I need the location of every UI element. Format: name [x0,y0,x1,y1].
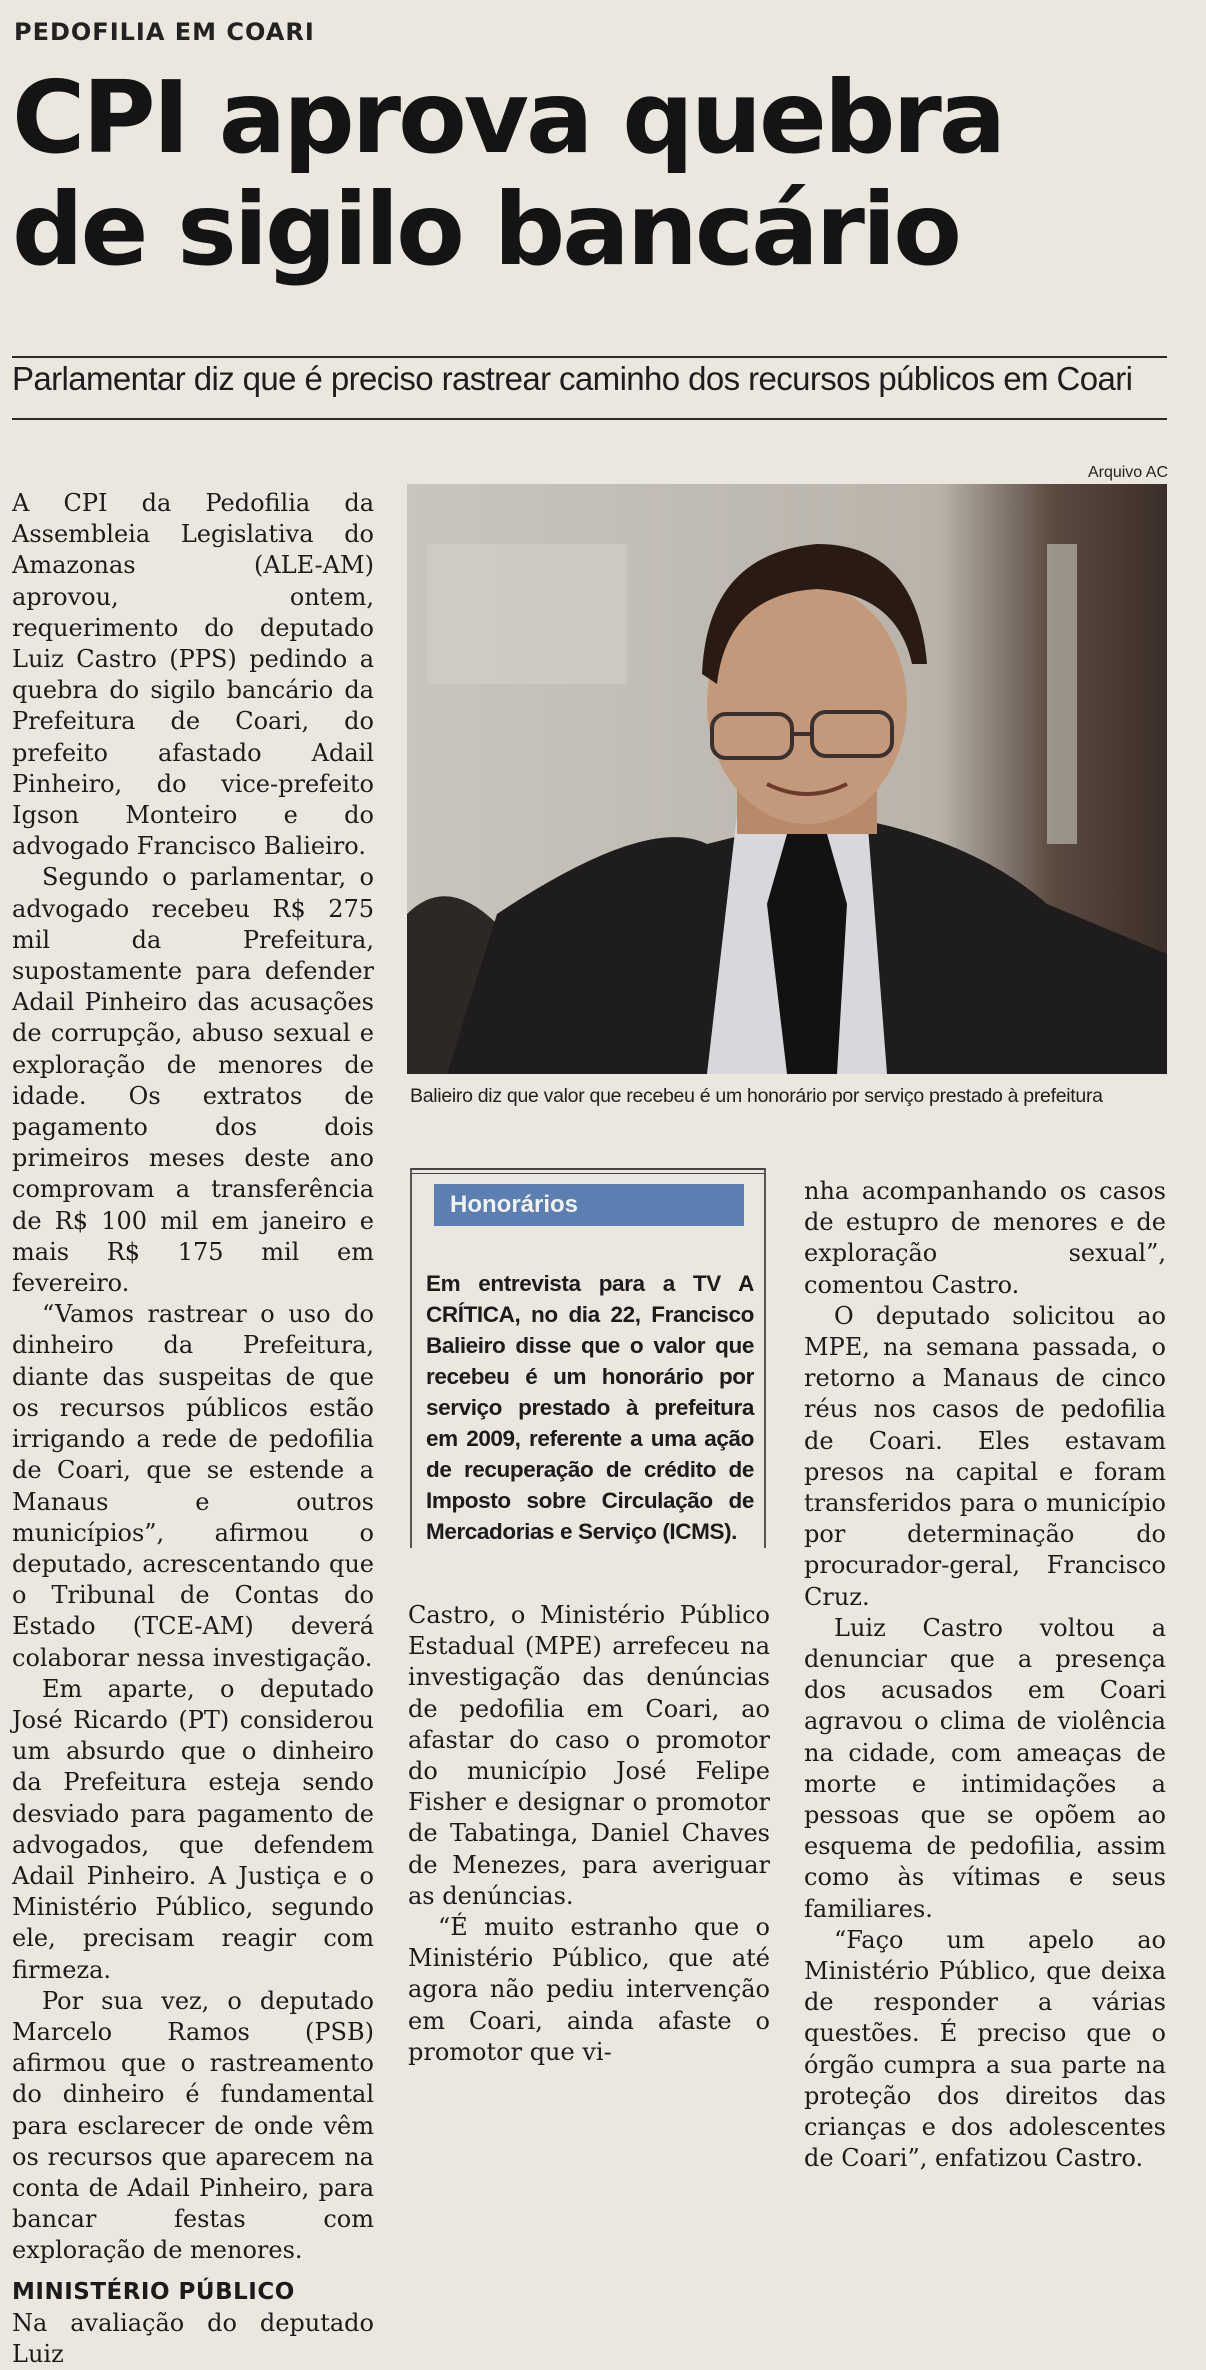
photo-portrait [407,484,1167,1074]
paragraph: Em aparte, o deputado José Ricardo (PT) considerou um absurdo que o dinheiro da Prefeitura esteja sendo desviado para pagamento de advogados, que defendem Adail Pinheiro. A Justiça e o Ministério Público, segundo ele, precisam reagir com firmeza. [12,1674,374,1984]
sidebar-right-rule [764,1168,766,1548]
subhead-top-rule [12,356,1167,358]
headline: CPI aprova quebra de sigilo bancário [12,59,1004,288]
sidebar-left-rule [410,1168,412,1548]
paragraph: O deputado solicitou ao MPE, na semana passada, o retorno a Manaus de cinco réus nos casos de pedofilia de Coari. Eles estavam presos na capital e foram transferidos para o município por determinação do procurador-geral, Francisco Cruz. [804,1301,1166,1611]
sidebar-top-rule [410,1168,766,1174]
paragraph: Segundo o parlamentar, o advogado recebeu R$ 275 mil da Prefeitura, supostamente para defender Adail Pinheiro das acusações de corrupção, abuso sexual e exploração de menores de idade. Os extratos de pagamento dos dois primeiros meses deste ano comprovam a transferência de R$ 100 mil em janeiro e mais R$ 175 mil em fevereiro. [12,863,374,1298]
paragraph: “Faço um apelo ao Ministério Público, que deixa de responder a várias questões. É preciso que o órgão cumpra a sua parte na proteção dos direitos das crianças e dos adolescentes de Coari”, enfatizou Castro. [804,1925,1166,2173]
portrait-illustration [407,484,1167,1074]
paragraph: Luiz Castro voltou a denunciar que a presença dos acusados em Coari agravou o clima de violência na cidade, com ameaças de morte e intimidações a pessoas que se opõem ao esquema de pedofilia, assim como às vítimas e seus familiares. [804,1613,1166,1923]
subhead-bottom-rule [12,418,1167,420]
paragraph: “Vamos rastrear o uso do dinheiro da Prefeitura, diante das suspeitas de que os recursos públicos estão irrigando a rede de pedofilia de Coari, que se estende a Manaus e outros municípios”, afirmou o deputado, acrescentando que o Tribunal de Contas do Estado (TCE-AM) deverá colaborar nessa investigação. [12,1300,374,1672]
subhead: Parlamentar diz que é preciso rastrear caminho dos recursos públicos em Coari [12,360,1133,397]
sidebar-label: Honorários [434,1184,744,1226]
paragraph: nha acompanhando os casos de estupro de menores e de exploração sexual”, comentou Castro. [804,1177,1166,1299]
paragraph: Por sua vez, o deputado Marcelo Ramos (PSB) afirmou que o rastreamento do dinheiro é fundamental para esclarecer de onde vêm os recursos que aparecem na conta de Adail Pinheiro, para bancar festas com exploração de menores. [12,1986,374,2265]
right-column [804,1176,1166,2175]
sidebar-text: Em entrevista para a TV A CRÍTICA, no dia 22, Francisco Balieiro disse que o valor que recebeu é um honorário por serviço prestado à prefeitura em 2009, referente a uma ação de recuperação de crédito de Imposto sobre Circulação de Mercadorias e Serviço (ICMS). [426,1271,754,1544]
kicker: PEDOFILIA EM COARI [14,18,315,46]
paragraph: Na avaliação do deputado Luiz [12,2308,374,2368]
photo-credit: Arquivo AC [1087,464,1168,481]
paragraph: Castro, o Ministério Público Estadual (MPE) arrefeceu na investigação das denúncias de pedofilia em Coari, ao afastar do caso o promotor do município José Felipe Fisher e designar o promotor de Tabatinga, Daniel Chaves de Menezes, para averiguar as denúncias. [408,1601,770,1910]
section-title: MINISTÉRIO PÚBLICO [12,2278,295,2305]
paragraph: A CPI da Pedofilia da Assembleia Legislativa do Amazonas (ALE-AM) aprovou, ontem, requerimento do deputado Luiz Castro (PPS) pedindo a quebra do sigilo bancário da Prefeitura de Coari, do prefeito afastado Adail Pinheiro, do vice-prefeito Igson Monteiro e do advogado Francisco Balieiro. [12,489,374,861]
sidebar-box [410,1168,770,1556]
left-column [12,488,374,2370]
photo-caption: Balieiro diz que valor que recebeu é um honorário por serviço prestado à prefeitura [410,1085,1103,1107]
paragraph: “É muito estranho que o Ministério Público, que até agora não pediu intervenção em Coari, ainda afaste o promotor que vi- [408,1913,770,2066]
